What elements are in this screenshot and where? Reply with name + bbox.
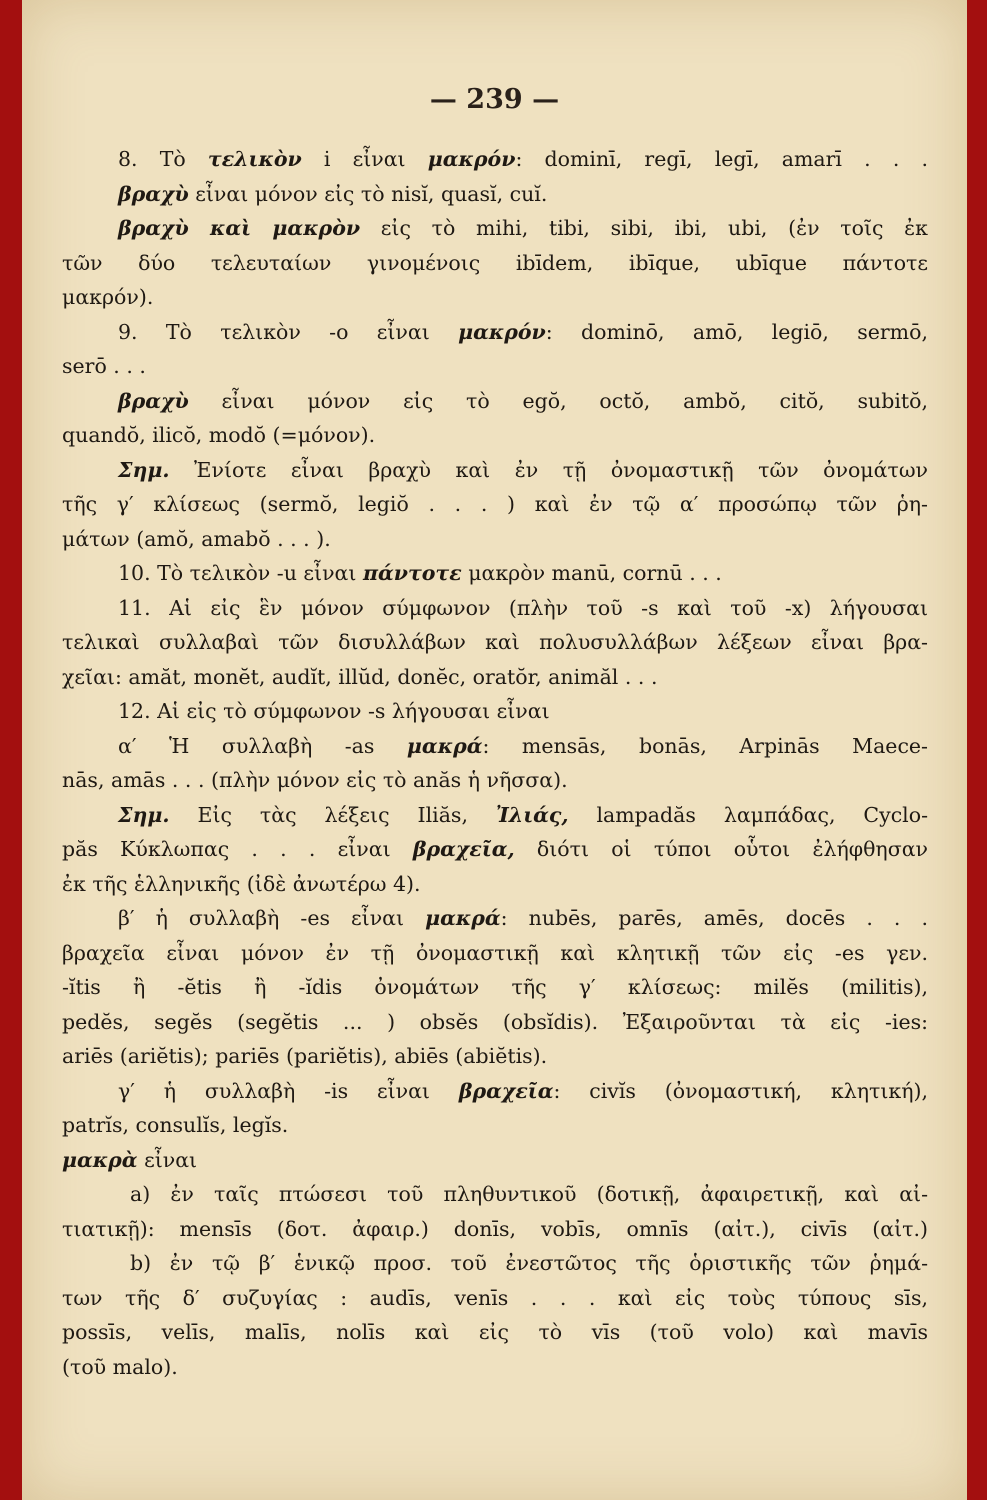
text-segment: 11. Αἱ εἰς ἓν μόνον σύμφωνον (πλὴν τοῦ -s καὶ τοῦ -x) λήγουσαι bbox=[118, 595, 928, 620]
text-line bbox=[62, 1005, 928, 1040]
text-segment: păs Κύκλωπας . . . εἶναι bbox=[62, 837, 413, 861]
text-segment: γ′ ἡ συλλαβὴ -is εἶναι bbox=[118, 1078, 459, 1103]
text-segment: εἰς τὸ mihi, tibi, sibi, ibi, ubi, (ἐν τοῖς ἐκ bbox=[360, 216, 928, 240]
text-segment: τῆς γ′ κλίσεως (sermŏ, legiŏ . . . ) καὶ ἐν τῷ α′ προσώπῳ τῶν ῥη- bbox=[62, 492, 928, 516]
text-segment: β′ ἡ συλλαβὴ -es εἶναι bbox=[118, 906, 426, 930]
text-segment: διότι οἱ τύποι οὗτοι ἐλήφθησαν bbox=[514, 837, 928, 861]
text-body bbox=[62, 142, 928, 1384]
text-line bbox=[62, 418, 928, 453]
emphasis-text: τελικὸν bbox=[207, 147, 302, 171]
emphasis-text: βραχὺ bbox=[118, 388, 189, 413]
text-segment: quandŏ, ilicŏ, modŏ (=μόνον). bbox=[62, 423, 376, 447]
text-line bbox=[62, 729, 928, 764]
text-segment: τιατικῇ): mensīs (δοτ. ἀφαιρ.) donīs, vobīs, omnīs (αἰτ.), civīs (αἰτ.) bbox=[62, 1216, 928, 1241]
text-segment: μακρόν). bbox=[62, 285, 154, 309]
text-segment: (τοῦ malo). bbox=[62, 1354, 178, 1379]
text-line bbox=[62, 1281, 928, 1316]
text-segment: τῶν δύο τελευταίων γινομένοις ibīdem, ibīque, ubīque πάντοτε bbox=[62, 250, 928, 275]
text-segment: pedĕs, segĕs (segĕtis ... ) obsĕs (obsĭdis). Ἐξαιροῦνται τὰ εἰς -ies: bbox=[62, 1009, 928, 1034]
emphasis-text: μακρά bbox=[406, 733, 483, 758]
text-segment: : dominī, regī, legī, amarī . . . bbox=[515, 147, 928, 171]
text-line bbox=[62, 349, 928, 384]
text-line bbox=[62, 970, 928, 1005]
text-segment: : dominō, amō, legiō, sermō, bbox=[545, 319, 928, 344]
text-segment: possīs, velīs, malīs, nolīs καὶ εἰς τὸ vīs (τοῦ volo) καὶ mavīs bbox=[62, 1320, 928, 1344]
text-line bbox=[62, 246, 928, 281]
text-line bbox=[62, 453, 928, 488]
text-line bbox=[62, 591, 928, 626]
text-line bbox=[62, 177, 928, 212]
text-line bbox=[62, 556, 928, 591]
text-segment: 8. Τὸ bbox=[118, 147, 208, 171]
text-line bbox=[62, 315, 928, 350]
text-line bbox=[62, 936, 928, 971]
text-segment: a) ἐν ταῖς πτώσεσι τοῦ πληθυντικοῦ (δοτικῇ, ἀφαιρετικῇ, καὶ αἰ- bbox=[130, 1182, 928, 1206]
text-segment: μακρὸν manū, cornū . . . bbox=[461, 561, 722, 585]
text-line bbox=[62, 1074, 928, 1109]
text-line bbox=[62, 1108, 928, 1143]
text-segment: ariēs (ariĕtis); pariēs (pariĕtis), abiēs (abiĕtis). bbox=[62, 1044, 548, 1068]
emphasis-text: βραχεῖα, bbox=[412, 837, 515, 861]
text-line bbox=[62, 763, 928, 798]
text-line bbox=[62, 901, 928, 936]
text-segment: i εἶναι bbox=[301, 147, 428, 171]
emphasis-text: Σημ. bbox=[118, 457, 170, 482]
text-line bbox=[62, 832, 928, 867]
text-line bbox=[62, 1350, 928, 1385]
text-segment: Εἰς τὰς λέξεις Iliăs, bbox=[169, 802, 496, 827]
text-line bbox=[62, 211, 928, 246]
text-segment: εἶναι bbox=[137, 1147, 198, 1172]
text-segment: : civĭs (ὀνομαστική, κλητική), bbox=[553, 1078, 928, 1103]
text-segment: χεῖαι: amăt, monĕt, audĭt, illŭd, donĕc, oratŏr, animăl . . . bbox=[62, 664, 658, 689]
text-segment: 12. Αἱ εἰς τὸ σύμφωνον -s λήγουσαι εἶναι bbox=[118, 699, 550, 723]
text-line bbox=[62, 1246, 928, 1281]
text-segment: βραχεῖα εἶναι μόνον ἐν τῇ ὀνομαστικῇ καὶ κλητικῇ τῶν εἰς -es γεν. bbox=[62, 940, 928, 965]
text-line bbox=[62, 798, 928, 833]
text-segment: Ἐνίοτε εἶναι βραχὺ καὶ ἐν τῇ ὀνομαστικῇ τῶν ὀνομάτων bbox=[169, 457, 928, 482]
text-line bbox=[62, 867, 928, 902]
text-segment: α′ Ἡ συλλαβὴ -as bbox=[118, 733, 407, 758]
text-segment: 10. Τὸ τελικὸν -u εἶναι bbox=[118, 561, 363, 585]
text-line bbox=[62, 522, 928, 557]
text-segment: των τῆς δ′ συζυγίας : audīs, venīs . . . καὶ εἰς τοὺς τύπους sīs, bbox=[62, 1285, 928, 1310]
text-segment: τελικαὶ συλλαβαὶ τῶν δισυλλάβων καὶ πολυσυλλάβων λέξεων εἶναι βρα- bbox=[62, 630, 928, 654]
emphasis-text: βραχὺ καὶ μακρὸν bbox=[118, 216, 361, 240]
text-segment: 9. Τὸ τελικὸν -ο εἶναι bbox=[118, 319, 459, 344]
text-segment: : nubēs, parēs, amēs, docēs . . . bbox=[500, 906, 928, 930]
text-segment: ἐκ τῆς ἑλληνικῆς (ἰδὲ ἀνωτέρω 4). bbox=[62, 871, 421, 896]
text-line bbox=[62, 694, 928, 729]
text-line bbox=[62, 1039, 928, 1074]
text-segment: μάτων (amŏ, amabŏ . . . ). bbox=[62, 526, 331, 551]
text-segment: lampadăs λαμπάδας, Cyclo- bbox=[568, 802, 928, 827]
text-line bbox=[62, 660, 928, 695]
emphasis-text: μακρὰ bbox=[62, 1147, 138, 1172]
text-line bbox=[62, 1212, 928, 1247]
page-number: — 239 — bbox=[429, 84, 560, 115]
text-segment: : mensās, bonās, Arpinās Maece- bbox=[482, 733, 928, 758]
emphasis-text: μακρά bbox=[425, 906, 501, 930]
emphasis-text: Ἰλιάς, bbox=[495, 802, 569, 827]
text-segment: patrĭs, consulĭs, legĭs. bbox=[62, 1113, 289, 1137]
text-segment: εἶναι μόνον εἰς τὸ egŏ, octŏ, ambŏ, citŏ, subitŏ, bbox=[188, 388, 928, 413]
text-segment: serō . . . bbox=[62, 354, 146, 378]
text-line bbox=[62, 1143, 928, 1178]
emphasis-text: μακρόν bbox=[458, 319, 546, 344]
text-segment: -ĭtis ἢ -ĕtis ἢ -ĭdis ὀνομάτων τῆς γ′ κλίσεως: milĕs (militis), bbox=[62, 975, 928, 999]
text-line bbox=[62, 487, 928, 522]
text-segment: εἶναι μόνον εἰς τὸ nisĭ, quasĭ, cuĭ. bbox=[188, 181, 548, 206]
text-line bbox=[62, 142, 928, 177]
book-page bbox=[22, 0, 967, 1500]
emphasis-text: βραχεῖα bbox=[458, 1078, 554, 1103]
emphasis-text: πάντοτε bbox=[362, 561, 462, 585]
text-segment: nās, amās . . . (πλὴν μόνον εἰς τὸ anăs ἡ νῆσσα). bbox=[62, 768, 568, 792]
emphasis-text: Σημ. bbox=[118, 802, 170, 827]
text-line bbox=[62, 1177, 928, 1212]
emphasis-text: μακρόν bbox=[427, 147, 516, 171]
text-line bbox=[62, 625, 928, 660]
emphasis-text: βραχὺ bbox=[118, 181, 189, 206]
text-segment: b) ἐν τῷ β′ ἑνικῷ προσ. τοῦ ἐνεστῶτος τῆς ὁριστικῆς τῶν ῥημά- bbox=[130, 1251, 928, 1275]
text-line bbox=[62, 280, 928, 315]
text-line bbox=[62, 1315, 928, 1350]
text-line bbox=[62, 384, 928, 419]
